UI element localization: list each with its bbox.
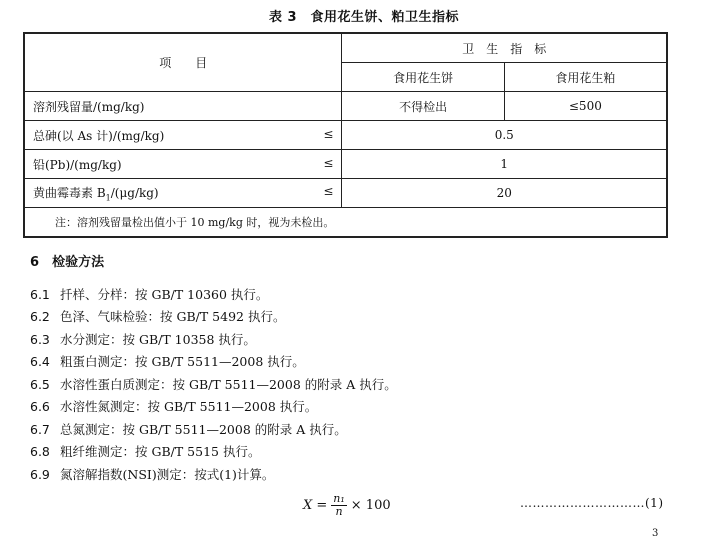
table-caption: 表 3 食用花生饼、粕卫生指标 xyxy=(268,10,460,25)
list-item: 6.2 色泽、气味检验：按 GB/T 5492 执行。 xyxy=(30,309,286,324)
list-item: 6.8 粗纤维测定：按 GB/T 5515 执行。 xyxy=(30,444,261,459)
list-item: 6.7 总氮测定：按 GB/T 5511—2008 的附录 A 执行。 xyxy=(30,422,347,437)
cell-meal: ≤500 xyxy=(504,92,667,121)
row-operator: ≤ xyxy=(323,155,334,170)
list-item: 6.9 氮溶解指数(NSI)测定：按式(1)计算。 xyxy=(30,467,275,482)
list-item: 6.3 水分测定：按 GB/T 10358 执行。 xyxy=(30,332,256,347)
header-meal: 食用花生粕 xyxy=(504,63,667,92)
list-item: 6.1 扦样、分样：按 GB/T 10360 执行。 xyxy=(30,287,269,302)
table-row xyxy=(24,150,667,179)
table-row xyxy=(24,179,667,208)
header-index: 卫 生 指 标 xyxy=(342,33,667,63)
row-label: 溶剂残留量/(mg/kg) xyxy=(24,92,342,121)
row-label: 铅(Pb)/(mg/kg) ≤ xyxy=(24,150,342,179)
hygiene-index-table xyxy=(23,32,668,238)
header-cake: 食用花生饼 xyxy=(342,63,504,92)
row-operator: ≤ xyxy=(323,183,334,198)
row-label: 黄曲霉毒素 $B_1/(\mu g/kg)$ ≤ xyxy=(24,179,342,208)
table-row xyxy=(24,92,667,121)
list-item: 6.5 水溶性蛋白质测定：按 GB/T 5511—2008 的附录 A 执行。 xyxy=(30,377,397,392)
row-label: 总砷(以 As 计)/(mg/kg) ≤ xyxy=(24,121,342,150)
formula-fraction: $\frac{\text{n₁}}{n}$ xyxy=(333,492,345,518)
cell-value: 0.5 xyxy=(342,121,667,150)
row-operator: ≤ xyxy=(323,126,334,141)
table-note: 注：溶剂残留量检出值小于 10 mg/kg 时，视为未检出。 xyxy=(24,208,667,238)
nsi-formula: X = $\frac{\text{n₁}}{n}$ × 100 xyxy=(303,492,391,518)
cell-value: 20 xyxy=(342,179,667,208)
header-item: 项 目 xyxy=(24,33,342,92)
table-row xyxy=(24,121,667,150)
formula-label: …………………………(1) xyxy=(520,496,664,510)
list-item: 6.4 粗蛋白测定：按 GB/T 5511—2008 执行。 xyxy=(30,354,305,369)
cell-cake: 不得检出 xyxy=(342,92,504,121)
section-heading: 6 检验方法 xyxy=(30,255,105,270)
list-item: 6.6 水溶性氮测定：按 GB/T 5511—2008 执行。 xyxy=(30,399,318,414)
page-number: 3 xyxy=(652,528,659,539)
cell-value: 1 xyxy=(342,150,667,179)
